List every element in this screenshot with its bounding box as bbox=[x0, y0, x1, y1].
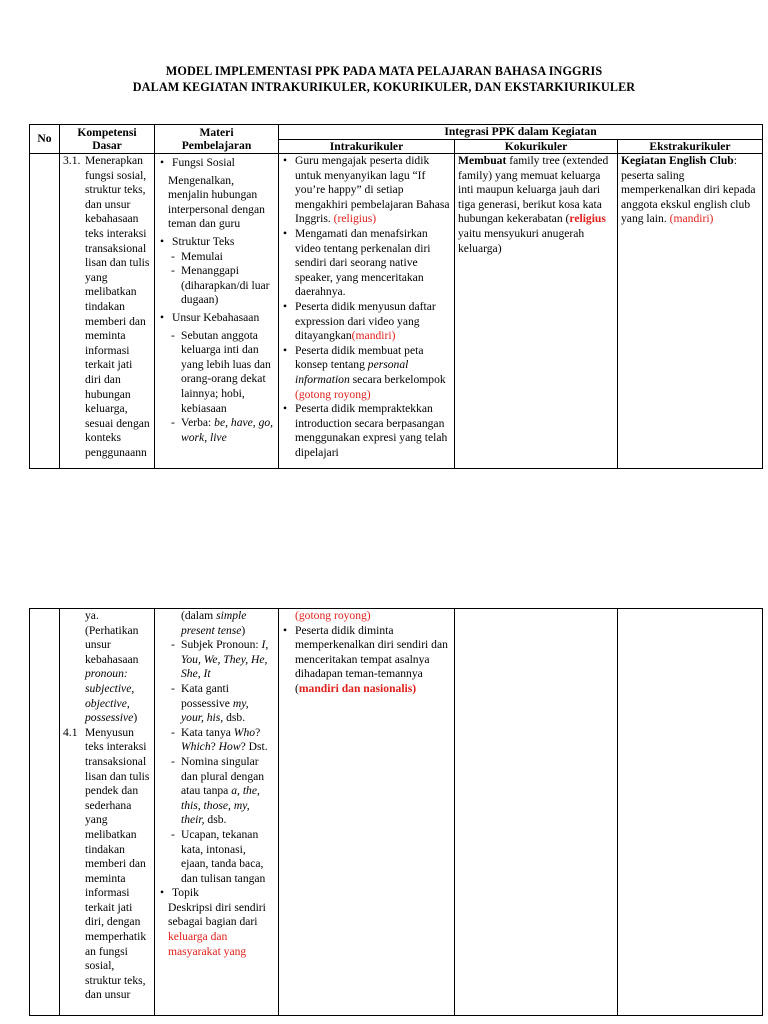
cell-kokurikuler-cont bbox=[455, 609, 618, 1016]
intra-item: • Mengamati dan menafsirkan video tentang perkenalan diri sendiri dari seorang native speaker, yang menceritakan daerahnya. bbox=[282, 227, 450, 300]
document-title-line1: MODEL IMPLEMENTASI PPK PADA MATA PELAJARAN BAHASA INGGRIS bbox=[165, 64, 603, 78]
materi-verba: - Verba: be, have, go, work, live bbox=[168, 416, 274, 445]
materi-topik-text: Deskripsi diri sendiri sebagai bagian dari keluarga dan masyarakat yang bbox=[168, 900, 266, 958]
header-intrakurikuler: Intrakurikuler bbox=[279, 139, 455, 154]
cell-materi bbox=[155, 154, 279, 469]
kd-number: 4.1 bbox=[63, 725, 78, 739]
materi-unsur-kebahasaan: • Unsur Kebahasaan bbox=[159, 311, 274, 326]
header-integrasi: Integrasi PPK dalam Kegiatan bbox=[279, 125, 763, 140]
materi-fungsi-text: Mengenalkan, menjalin hubungan interpersonal dengan teman dan guru bbox=[168, 173, 265, 231]
cell-kompetensi-dasar-cont: ya. (Perhatikan unsur kebahasaan pronoun: subjective, objective, possessive) 4.1 Menyusun teks interaksi transaksional lisan dan tulis pendek dan sederhana yang melibatkan tindakan memberi dan meminta informasi terkait jati diri, dengan memperhatik an fungsi sosial, struktur teks, dan unsur bbox=[60, 609, 155, 1016]
cell-kompetensi-dasar: 3.1. Menerapkan fungsi sosial, struktur teks, dan unsur kebahasaan teks interaksi transaksional lisan dan tulis yang melibatkan tindakan memberi dan meminta informasi terkait jati diri dan hubungan keluarga, sesuai dengan konteks penggunaann bbox=[60, 154, 155, 469]
header-ekstrakurikuler: Ekstrakurikuler bbox=[618, 139, 763, 154]
intra-item: • Peserta didik membuat peta konsep tentang personal information secara berkelompok (gotong royong) bbox=[282, 344, 450, 402]
header-materi: Materi Pembelajaran bbox=[155, 125, 279, 154]
header-kokurikuler: Kokurikuler bbox=[455, 139, 618, 154]
materi-nomina: - Nomina singular dan plural dengan atau tanpa a, the, this, those, my, their, dsb. bbox=[168, 755, 274, 828]
materi-ucapan: - Ucapan, tekanan kata, intonasi, ejaan, tanda baca, dan tulisan tangan bbox=[168, 828, 274, 886]
cell-no bbox=[30, 154, 60, 469]
materi-struktur-item: - Memulai bbox=[168, 250, 274, 265]
ppk-table-page1 bbox=[29, 124, 763, 469]
ppk-table-page2 bbox=[29, 608, 763, 1016]
header-kompetensi-dasar: Kompetensi Dasar bbox=[60, 125, 155, 154]
materi-kata-tanya: - Kata tanya Who? Which? How? Dst. bbox=[168, 726, 274, 755]
intra-item: • Guru mengajak peserta didik untuk menyanyikan lagu “If you’re happy” di setiap mengakhiri pembelajaran Bahasa Inggris. (religius) bbox=[282, 154, 450, 227]
intra-item: • Peserta didik diminta memperkenalkan diri sendiri dan menceritakan tempat asalnya dihadapan teman-temannya (mandiri dan nasionalis) bbox=[282, 624, 450, 697]
cell-ekstrakurikuler-cont bbox=[618, 609, 763, 1016]
materi-topik: • Topik bbox=[159, 886, 274, 901]
cell-kokurikuler: Membuat family tree (extended family) yang memuat keluarga inti maupun keluarga jauh dari tiga generasi, berikut kosa kata hubungan kekerabatan (religius yaitu mensyukuri anugerah keluarga) bbox=[455, 154, 618, 469]
materi-struktur-item: - Menanggapi (diharapkan/di luar dugaan) bbox=[168, 264, 274, 308]
intra-item: • Peserta didik mempraktekkan introduction secara berpasangan menggunakan expresi yang telah dipelajari bbox=[282, 402, 450, 460]
cell-intrakurikuler bbox=[279, 154, 455, 469]
cell-intrakurikuler-cont: (gotong royong) • Peserta didik diminta memperkenalkan diri sendiri dan menceritakan tempat asalnya dihadapan teman-temannya (mandiri dan nasionalis) bbox=[279, 609, 455, 1016]
kd-number: 3.1. bbox=[63, 154, 81, 167]
materi-struktur-teks: • Struktur Teks bbox=[159, 235, 274, 250]
cell-no-cont bbox=[30, 609, 60, 1016]
materi-fungsi-sosial: • Fungsi Sosial bbox=[159, 156, 274, 171]
intra-item: • Peserta didik menyusun daftar expression dari video yang ditayangkan(mandiri) bbox=[282, 300, 450, 344]
header-no: No bbox=[30, 125, 60, 154]
materi-subjek-pronoun: - Subjek Pronoun: I, You, We, They, He, She, It bbox=[168, 638, 274, 682]
document-title-line2: DALAM KEGIATAN INTRAKURIKULER, KOKURIKULER, DAN EKSTARKIURIKULER bbox=[132, 80, 636, 94]
materi-unsur-item: - Sebutan anggota keluarga inti dan yang lebih luas dan orang-orang dekat lainnya; hobi, kebiasaan bbox=[168, 329, 274, 417]
materi-kata-ganti: - Kata ganti possessive my, your, his, dsb. bbox=[168, 682, 274, 726]
cell-materi-cont: (dalam simple present tense) - Subjek Pronoun: I, You, We, They, He, She, It - Kata ganti possessive my, your, his, dsb. - Kata tanya Who? Which? How? Dst. - Nomina singular dan plural dengan atau tanpa a, the, this, those, my, their, dsb. - Ucapan, tekanan kata, intonasi, ejaan, tanda baca, dan tulisan tangan • Topik Deskripsi diri sendiri sebagai bagian dari keluarga dan masyarakat yang bbox=[155, 609, 279, 1016]
cell-ekstrakurikuler: Kegiatan English Club: peserta saling memperkenalkan diri kepada anggota ekskul english club yang lain. (mandiri) bbox=[618, 154, 763, 469]
